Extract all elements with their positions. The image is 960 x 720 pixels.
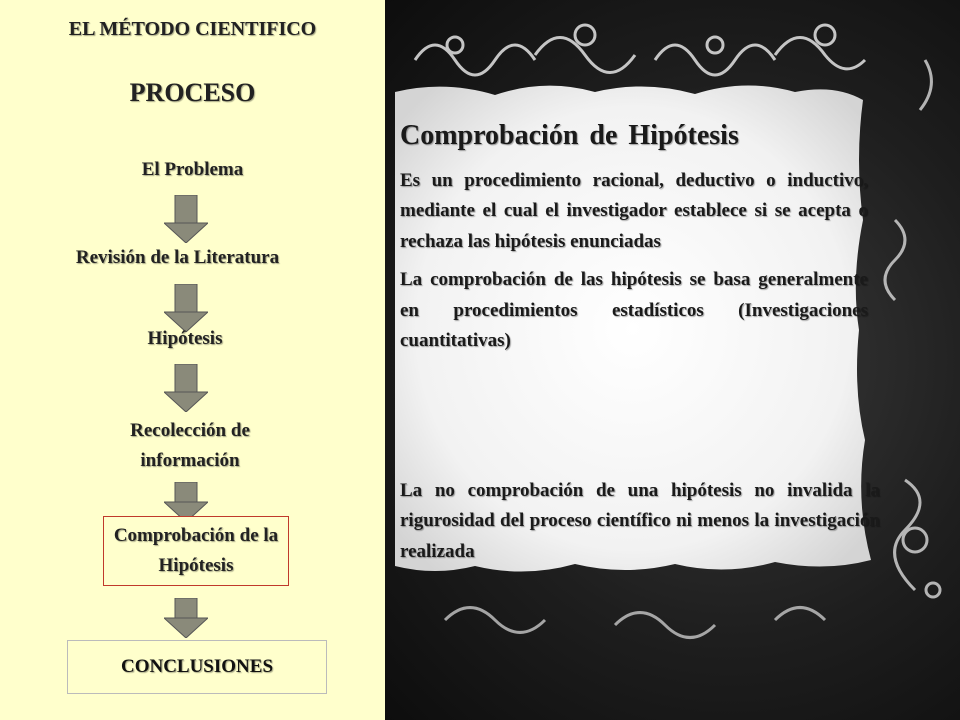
step-data-collection: Recolección de información	[130, 420, 250, 472]
arrow-down-icon	[164, 598, 208, 638]
arrow-down-icon	[164, 364, 208, 412]
process-subtitle: PROCESO	[129, 78, 256, 107]
top-flourish	[415, 25, 865, 75]
arrow-down-icon	[164, 195, 208, 243]
method-title: EL MÉTODO CIENTIFICO	[68, 18, 317, 40]
main-content	[400, 120, 868, 356]
step-hypothesis-testing: Comprobación de la Hipótesis	[103, 516, 289, 586]
right-flourish	[885, 60, 940, 597]
step-conclusions: CONCLUSIONES	[67, 640, 327, 694]
left-panel	[0, 0, 385, 720]
paragraph-statistics: La comprobación de las hipótesis se basa generalmente en procedimientos estadísticos (Investigaciones cuantitativas)	[400, 269, 868, 351]
step-literature: Revisión de la Literatura	[75, 247, 280, 268]
section-title: Comprobación de Hipótesis	[400, 120, 739, 151]
step-hypothesis: Hipótesis	[147, 328, 223, 349]
paragraph-non-confirmation: La no comprobación de una hipótesis no invalida la rigurosidad del proceso científico ni menos la investigación realizada	[400, 480, 880, 562]
paragraph-definition: Es un procedimiento racional, deductivo o inductivo, mediante el cual el investigador establece si se acepta o rechaza las hipótesis enunciadas	[400, 170, 868, 252]
ornamental-frame	[385, 0, 960, 720]
step-problem: El Problema	[141, 159, 244, 180]
bottom-flourish	[445, 608, 825, 638]
